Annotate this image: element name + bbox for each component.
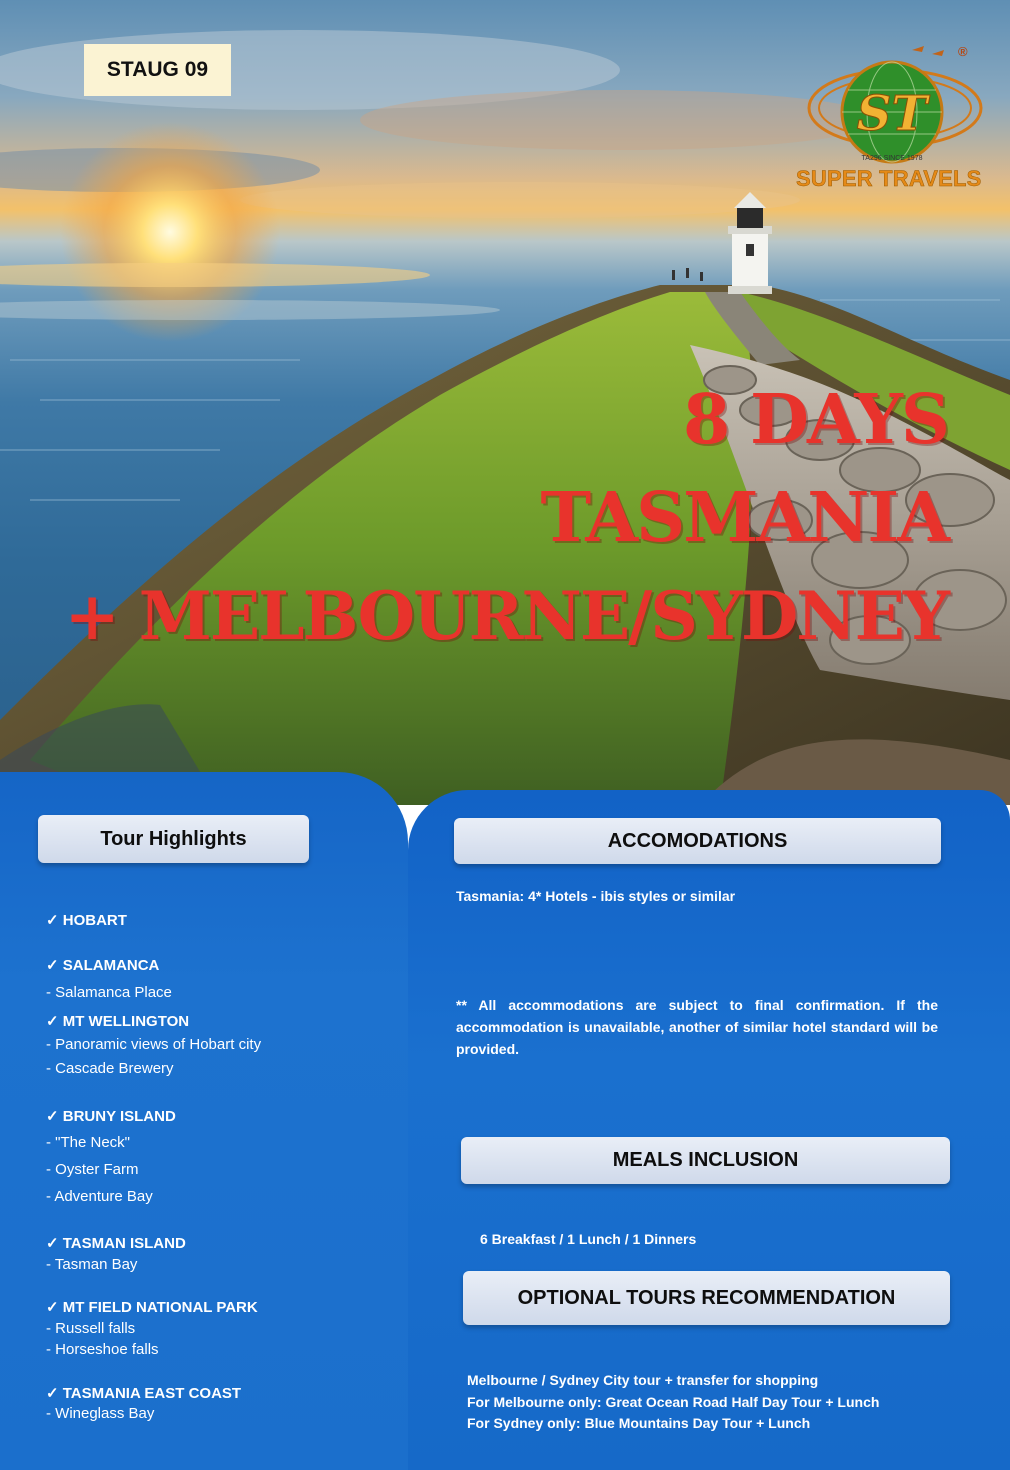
optional-tour-item: For Melbourne only: Great Ocean Road Half Day Tour + Lunch	[467, 1394, 880, 1410]
highlight-hobart: ✓ HOBART	[46, 912, 127, 929]
title-destination: TASMANIA	[540, 478, 948, 558]
accommodations-hotels: Tasmania: 4* Hotels - ibis styles or similar	[456, 888, 736, 904]
meals-heading: MEALS INCLUSION	[461, 1137, 950, 1184]
highlight-salamanca: ✓ SALAMANCA	[46, 957, 160, 974]
optional-tour-item: For Sydney only: Blue Mountains Day Tour + Lunch	[467, 1415, 811, 1431]
logo-monogram: ST	[856, 86, 928, 142]
logo-since-label: TA296 SINCE 1978	[861, 155, 923, 162]
highlight-item: - Wineglass Bay	[46, 1405, 155, 1422]
optional-tours-heading: OPTIONAL TOURS RECOMMENDATION	[463, 1271, 950, 1325]
highlight-item: - Adventure Bay	[46, 1188, 153, 1205]
registered-mark: ®	[958, 44, 968, 59]
optional-tour-item: Melbourne / Sydney City tour + transfer for shopping	[467, 1372, 819, 1388]
highlight-item: - Salamanca Place	[46, 984, 172, 1001]
accommodations-heading: ACCOMODATIONS	[454, 818, 941, 864]
meals-inclusion-text: 6 Breakfast / 1 Lunch / 1 Dinners	[480, 1231, 697, 1247]
tour-code-badge: STAUG 09	[84, 44, 231, 96]
accommodations-note: ** All accommodations are subject to final confirmation. If the accommodation is unavailable, another of similar hotel standard will be provided.	[456, 997, 938, 1057]
highlight-tasman-island: ✓ TASMAN ISLAND	[46, 1235, 186, 1252]
title-add-on: + MELBOURNE/SYDNEY	[64, 577, 948, 655]
highlight-item: - Russell falls	[46, 1320, 136, 1337]
highlight-item: - Tasman Bay	[46, 1256, 138, 1273]
highlight-east-coast: ✓ TASMANIA EAST COAST	[46, 1385, 242, 1402]
highlight-mt-wellington: ✓ MT WELLINGTON	[46, 1013, 190, 1030]
highlight-item: - Horseshoe falls	[46, 1341, 159, 1358]
highlight-item: - Panoramic views of Hobart city	[46, 1036, 262, 1053]
highlight-mt-field: ✓ MT FIELD NATIONAL PARK	[46, 1299, 258, 1316]
tour-highlights-heading: Tour Highlights	[38, 815, 309, 863]
highlight-bruny-island: ✓ BRUNY ISLAND	[46, 1108, 176, 1125]
highlight-item: - Oyster Farm	[46, 1161, 139, 1178]
logo-brand-name: SUPER TRAVELS	[796, 166, 982, 191]
highlight-item: - "The Neck"	[46, 1134, 131, 1151]
title-days: 8 DAYS	[683, 380, 948, 460]
highlight-item: - Cascade Brewery	[46, 1060, 174, 1077]
